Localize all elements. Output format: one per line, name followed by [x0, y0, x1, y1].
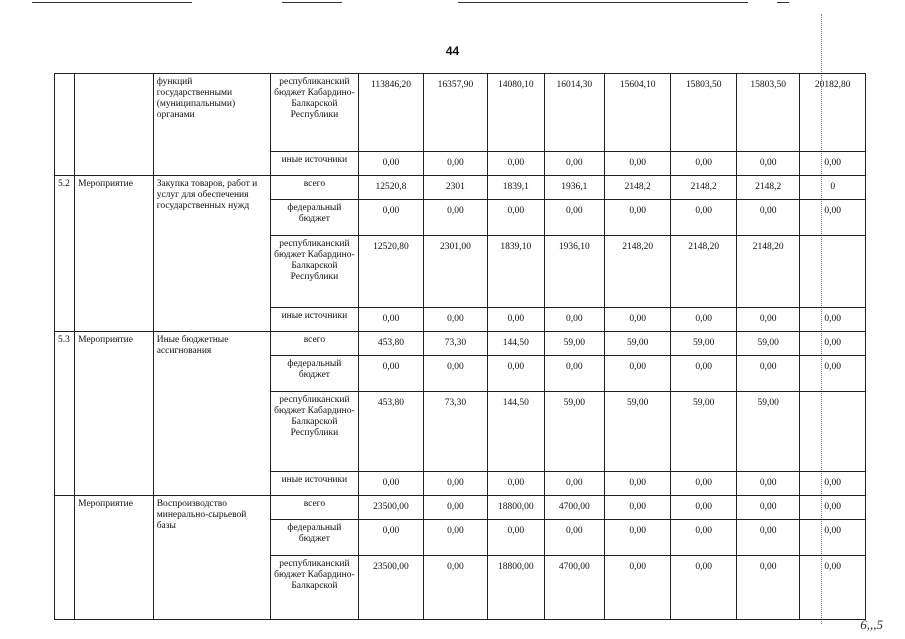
amount-cell: 0,00	[544, 356, 604, 392]
amount-cell: 0,00	[423, 496, 487, 520]
amount-cell: 2301	[423, 176, 487, 200]
amount-cell: 59,00	[544, 332, 604, 356]
amount-cell: 0,00	[544, 152, 604, 176]
amount-cell: 0,00	[671, 308, 736, 332]
funding-source: всего	[270, 496, 359, 520]
row-number: 5.3	[55, 332, 75, 496]
amount-cell: 0,00	[671, 152, 736, 176]
amount-cell: 0,00	[800, 152, 866, 176]
amount-cell: 0,00	[736, 520, 799, 556]
amount-cell: 0,00	[359, 152, 423, 176]
amount-cell: 23500,00	[359, 556, 423, 620]
amount-cell: 0,00	[605, 356, 671, 392]
amount-cell: 0,00	[488, 472, 544, 496]
amount-cell: 0,00	[736, 152, 799, 176]
amount-cell: 0,00	[800, 556, 866, 620]
amount-cell: 1936,10	[544, 236, 604, 308]
header-line	[458, 2, 748, 3]
amount-cell: 2148,2	[736, 176, 799, 200]
row-type	[75, 74, 154, 176]
amount-cell: 12520,80	[359, 236, 423, 308]
amount-cell: 0,00	[800, 496, 866, 520]
amount-cell: 0,00	[605, 152, 671, 176]
amount-cell: 14080,10	[488, 74, 544, 152]
amount-cell: 0,00	[359, 200, 423, 236]
amount-cell: 15803,50	[736, 74, 799, 152]
amount-cell: 0,00	[544, 200, 604, 236]
amount-cell: 0,00	[423, 556, 487, 620]
amount-cell	[800, 236, 866, 308]
amount-cell: 2148,2	[605, 176, 671, 200]
amount-cell: 0,00	[671, 200, 736, 236]
row-description: Закупка товаров, работ и услуг для обеспечения государственных нужд	[153, 176, 270, 332]
row-type: Мероприятие	[75, 332, 154, 496]
row-description: Иные бюджетные ассигнования	[153, 332, 270, 496]
amount-cell: 1839,1	[488, 176, 544, 200]
table-row	[55, 176, 866, 200]
amount-cell: 0,00	[359, 472, 423, 496]
row-description: Воспроизводство минерально-сырьевой базы	[153, 496, 270, 620]
table-row	[55, 332, 866, 356]
amount-cell: 0,00	[605, 472, 671, 496]
funding-source: всего	[270, 332, 359, 356]
amount-cell: 0,00	[605, 520, 671, 556]
amount-cell	[800, 392, 866, 472]
amount-cell: 0,00	[800, 308, 866, 332]
amount-cell: 0,00	[605, 556, 671, 620]
amount-cell: 0,00	[605, 308, 671, 332]
funding-source: иные источники	[270, 152, 359, 176]
amount-cell: 0,00	[800, 332, 866, 356]
amount-cell: 0	[800, 176, 866, 200]
amount-cell: 0,00	[488, 152, 544, 176]
amount-cell: 20182,80	[800, 74, 866, 152]
funding-source: республиканский бюджет Кабардино-Балкарской	[270, 556, 359, 620]
header-line	[282, 2, 342, 3]
amount-cell: 59,00	[605, 332, 671, 356]
amount-cell: 0,00	[544, 520, 604, 556]
funding-source: федеральный бюджет	[270, 200, 359, 236]
funding-source: всего	[270, 176, 359, 200]
table-row	[55, 74, 866, 152]
amount-cell: 144,50	[488, 392, 544, 472]
table-body	[55, 74, 866, 620]
amount-cell: 0,00	[800, 200, 866, 236]
amount-cell: 0,00	[423, 200, 487, 236]
amount-cell: 0,00	[423, 356, 487, 392]
table-row	[55, 496, 866, 520]
funding-source: иные источники	[270, 308, 359, 332]
amount-cell: 12520,8	[359, 176, 423, 200]
amount-cell: 59,00	[605, 392, 671, 472]
page-number: 44	[445, 44, 460, 58]
funding-source: республиканский бюджет Кабардино-Балкарской Республики	[270, 74, 359, 152]
amount-cell: 0,00	[671, 356, 736, 392]
amount-cell: 59,00	[671, 392, 736, 472]
amount-cell: 2301,00	[423, 236, 487, 308]
amount-cell: 73,30	[423, 392, 487, 472]
amount-cell: 453,80	[359, 392, 423, 472]
amount-cell: 59,00	[671, 332, 736, 356]
amount-cell: 0,00	[736, 308, 799, 332]
amount-cell: 0,00	[800, 356, 866, 392]
amount-cell: 0,00	[671, 556, 736, 620]
amount-cell: 4700,00	[544, 556, 604, 620]
funding-source: иные источники	[270, 472, 359, 496]
amount-cell: 0,00	[423, 152, 487, 176]
amount-cell: 0,00	[800, 520, 866, 556]
amount-cell: 0,00	[605, 200, 671, 236]
handwritten-mark: 6,,,5	[860, 617, 883, 632]
amount-cell: 73,30	[423, 332, 487, 356]
amount-cell: 1936,1	[544, 176, 604, 200]
amount-cell: 16014,30	[544, 74, 604, 152]
amount-cell: 0,00	[736, 472, 799, 496]
amount-cell: 0,00	[544, 472, 604, 496]
amount-cell: 0,00	[605, 496, 671, 520]
amount-cell: 16357,90	[423, 74, 487, 152]
amount-cell: 0,00	[800, 472, 866, 496]
funding-source: федеральный бюджет	[270, 520, 359, 556]
amount-cell: 0,00	[423, 472, 487, 496]
amount-cell: 0,00	[736, 556, 799, 620]
amount-cell: 0,00	[736, 356, 799, 392]
amount-cell: 0,00	[359, 520, 423, 556]
amount-cell: 0,00	[671, 472, 736, 496]
funding-source: федеральный бюджет	[270, 356, 359, 392]
amount-cell: 0,00	[359, 308, 423, 332]
row-number	[55, 74, 75, 176]
amount-cell: 0,00	[359, 356, 423, 392]
amount-cell: 0,00	[488, 520, 544, 556]
funding-source: республиканский бюджет Кабардино-Балкарской Республики	[270, 236, 359, 308]
amount-cell: 15604,10	[605, 74, 671, 152]
amount-cell: 1839,10	[488, 236, 544, 308]
amount-cell: 18800,00	[488, 556, 544, 620]
amount-cell: 0,00	[423, 520, 487, 556]
row-number	[55, 496, 75, 620]
row-type: Мероприятие	[75, 176, 154, 332]
amount-cell: 0,00	[544, 308, 604, 332]
amount-cell: 0,00	[736, 200, 799, 236]
amount-cell: 2148,20	[671, 236, 736, 308]
amount-cell: 0,00	[671, 496, 736, 520]
row-type: Мероприятие	[75, 496, 154, 620]
amount-cell: 0,00	[488, 356, 544, 392]
amount-cell: 453,80	[359, 332, 423, 356]
amount-cell: 18800,00	[488, 496, 544, 520]
header-line	[32, 2, 192, 3]
amount-cell: 59,00	[736, 392, 799, 472]
row-description: функций государственными (муниципальными) органами	[153, 74, 270, 176]
amount-cell: 59,00	[544, 392, 604, 472]
row-number: 5.2	[55, 176, 75, 332]
amount-cell: 113846,20	[359, 74, 423, 152]
amount-cell: 59,00	[736, 332, 799, 356]
amount-cell: 2148,20	[605, 236, 671, 308]
header-line	[777, 2, 789, 3]
budget-table	[54, 73, 866, 620]
amount-cell: 23500,00	[359, 496, 423, 520]
amount-cell: 2148,20	[736, 236, 799, 308]
amount-cell: 2148,2	[671, 176, 736, 200]
amount-cell: 0,00	[488, 308, 544, 332]
amount-cell: 0,00	[671, 520, 736, 556]
amount-cell: 4700,00	[544, 496, 604, 520]
amount-cell: 0,00	[736, 496, 799, 520]
amount-cell: 0,00	[488, 200, 544, 236]
amount-cell: 0,00	[423, 308, 487, 332]
amount-cell: 15803,50	[671, 74, 736, 152]
amount-cell: 144,50	[488, 332, 544, 356]
funding-source: республиканский бюджет Кабардино-Балкарской Республики	[270, 392, 359, 472]
